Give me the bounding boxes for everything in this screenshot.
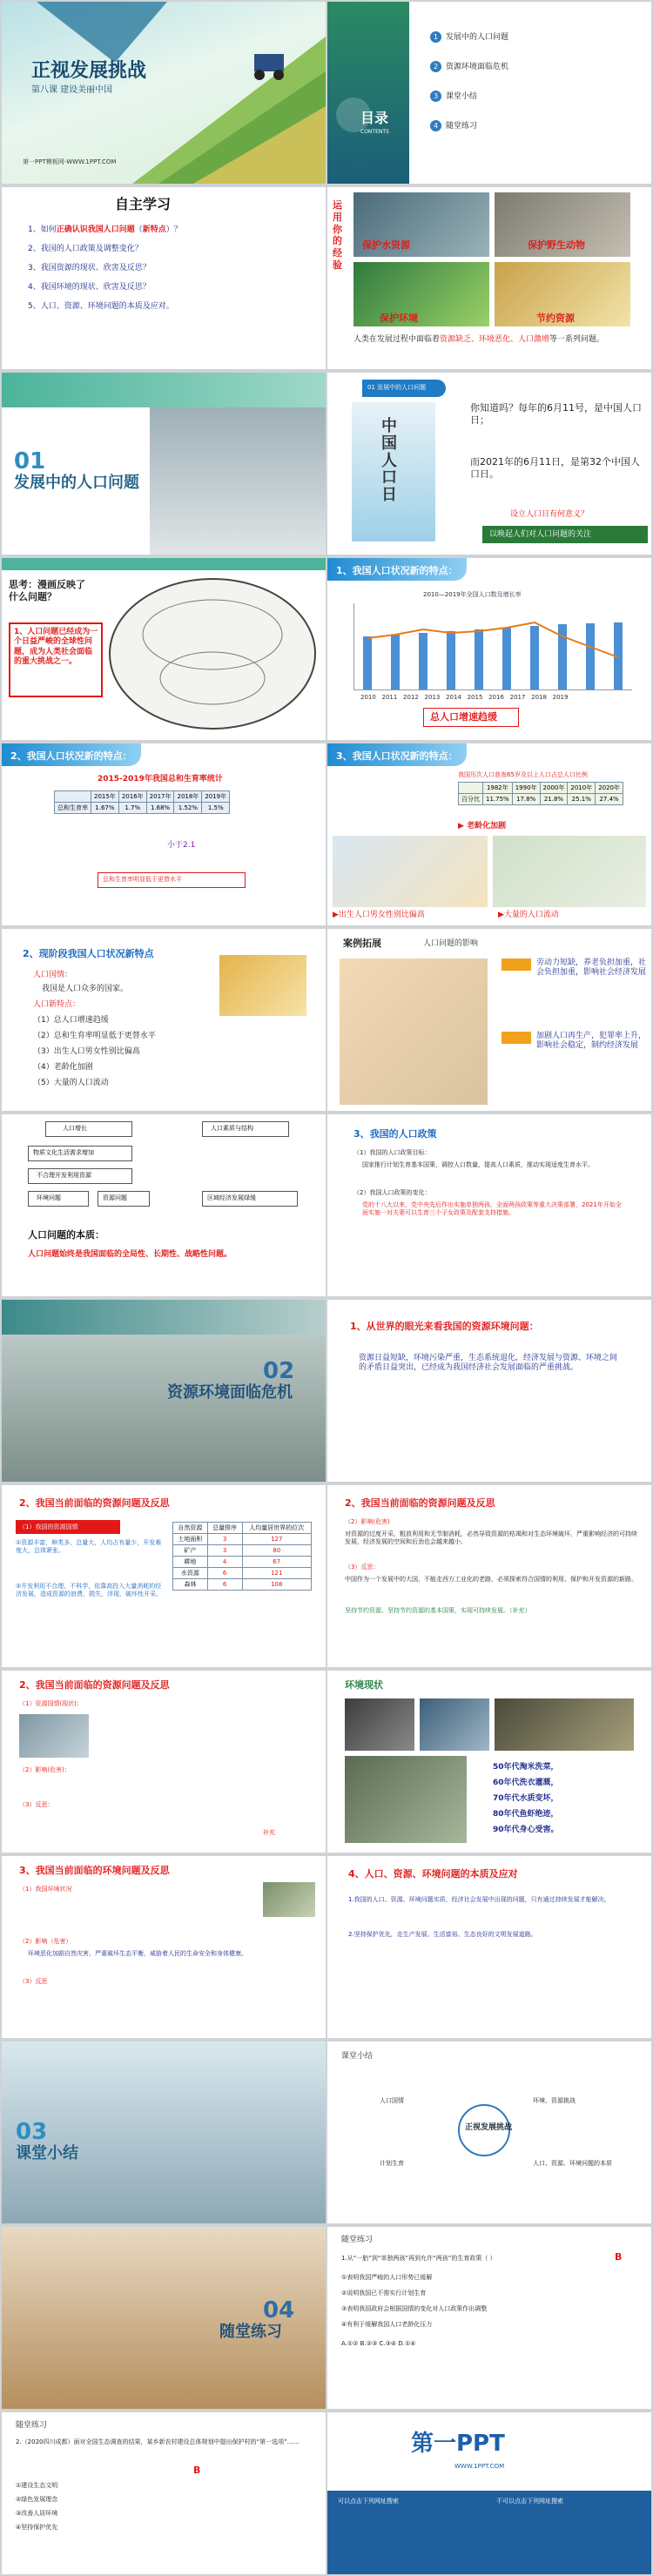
impact-1: 劳动力短缺，养老负担加重，社会负担加重，影响社会经济发展: [536, 958, 647, 978]
policy-goal-label: （1）我国的人口政策目标：: [353, 1149, 431, 1156]
feature-item: （3）出生人口男女性别比偏高: [33, 1047, 140, 1056]
link-heading-left: 可以点击下列网址搜索: [338, 2498, 399, 2505]
tree-photo: [353, 262, 489, 326]
mindmap-node: 计划生育: [380, 2160, 404, 2167]
slide-population-chart: [327, 558, 651, 740]
population-day-note: 你知道吗？每年的6月11号，是中国人口日；: [470, 402, 642, 426]
resources-subheading: （1）我国的资源国情: [19, 1523, 78, 1530]
slide-environment-status: [327, 1671, 651, 1853]
exercise-question: 1.从“一胎”到“单独两孩”再到允许“两孩”的生育政策（ ）: [341, 2255, 496, 2262]
think-question: 思考：漫画反映了什么问题？: [9, 579, 85, 602]
resources-heading: 2、我国当前面临的资源问题及反思: [19, 1497, 170, 1509]
mindmap-node: 人口、资源、环境问题的本质: [533, 2160, 612, 2167]
slide-exercise-1: [327, 2227, 651, 2409]
section-title: 资源环境面临危机: [167, 1383, 293, 1402]
flow-box: 不合理开发利用资源: [37, 1172, 91, 1179]
essence-heading: 4、人口、资源、环境问题的本质及应对: [348, 1868, 518, 1880]
review-label-1: （1）资源国情(现状)：: [19, 1700, 83, 1707]
gender-cartoon: [333, 836, 488, 907]
slide-section-02: [2, 1300, 326, 1482]
slide-ad: [327, 2412, 651, 2574]
fertility-title: 2015-2019年我国总和生育率统计: [98, 775, 223, 784]
contents-item[interactable]: 1 发展中的人口问题: [430, 31, 508, 43]
section-number: 03: [16, 2119, 48, 2145]
smog-photo: [345, 1698, 414, 1751]
link-heading-right: 不可以点击下列网址搜索: [496, 2498, 563, 2505]
contents-item[interactable]: 2 资源环境面临危机: [430, 61, 508, 72]
impact-text: 对资源的过度开采，粗放利用和无节制消耗，必然导致资源的枯竭和对生态环境破坏，严重影响经济的可持续发展，经济发展的空间和后劲也会越来越小。: [345, 1530, 637, 1545]
env-label-2: （2）影响（危害）: [19, 1938, 72, 1945]
national-situation-label: 人口国情：: [33, 971, 73, 979]
summary-heading: 2、现阶段我国人口状况新特点: [23, 948, 154, 959]
new-features-label: 人口新特点：: [33, 1000, 81, 1009]
population-day-count: 而2021年的6月11日，是第32个中国人口日。: [470, 456, 640, 480]
brand-site[interactable]: WWW.1PPT.COM: [454, 2463, 505, 2470]
overpopulation-cartoon: [106, 574, 319, 734]
feature-item: （1）总人口增速趋缓: [33, 1016, 109, 1025]
exercise-option: ①建设生态文明: [16, 2482, 58, 2489]
case-cartoon: [340, 958, 488, 1105]
river-photo: [345, 1756, 467, 1843]
slide-case: [327, 929, 651, 1111]
fertility-conclusion: 总和生育率明显低于更替水平: [103, 876, 182, 883]
feature-item: （4）老龄化加剧: [33, 1063, 93, 1072]
aging-label: ▶ 老龄化加剧: [458, 822, 507, 831]
cartoon-answer: 1、人口问题已经成为一个日益严峻的全球性问题，成为人类社会面临的重大挑战之一。: [14, 628, 98, 666]
population-bar-chart: [353, 603, 632, 690]
env-photo: [263, 1882, 315, 1917]
chart-conclusion: 总人口增速趋缓: [430, 711, 497, 723]
question-1: 1、如何正确认识我国人口问题（新特点）？: [28, 225, 182, 234]
environment-heading: 3、我国当前面临的环境问题及反思: [19, 1865, 170, 1876]
brand-logo: 第一PPT: [411, 2431, 505, 2457]
exercise-question: 2.（2020四川成都）面对全国生态调查的结果，某乡新农村建设总体规划中提出保护村的“第一选项”……: [16, 2438, 300, 2445]
slide-header: 3、我国人口状况新的特点：: [327, 743, 467, 766]
impact-2: 加剧人口再生产，犯罪率上升，影响社会稳定，制约经济发展: [536, 1032, 647, 1051]
review-label-3: （3）反思：: [19, 1801, 54, 1808]
slide-population-summary: [2, 929, 326, 1111]
policy-change: 党的十八大以来，党中央先后作出实施单独两孩、全面两孩政策等重大决策部署，2021年开始全面实施一对夫妻可以生育三个子女政策及配套支持措施。: [362, 1201, 622, 1216]
slide-flowchart: [2, 1114, 326, 1296]
slide-section-04: [2, 2227, 326, 2409]
slide-contents: [327, 2, 651, 184]
mindmap-tag: 课堂小结: [341, 2052, 374, 2061]
question-3: 3、我国资源的现状、欣害及反思？: [28, 264, 151, 272]
exercise-option: ④有利于缓解我国人口老龄化压力: [341, 2321, 433, 2328]
aging-caption: 我国历次人口普查65岁及以上人口占总人口比例: [458, 771, 588, 778]
mindmap-center: 正视发展挑战: [465, 2123, 513, 2132]
slide-cartoon: [2, 558, 326, 740]
policy-change-label: （2）我国人口政策的变化：: [353, 1189, 431, 1196]
flow-box: 环境问题: [37, 1194, 61, 1201]
flow-box: 人口增长: [63, 1125, 87, 1132]
slide-essence: [327, 1856, 651, 2038]
exercise-choices: A.①② B.②③ C.③④ D.①④: [341, 2340, 416, 2347]
caption-save-resources: 节约资源: [536, 313, 575, 324]
poster-text: 中国人口日: [381, 417, 397, 505]
contents-item[interactable]: 3 课堂小结: [430, 91, 477, 102]
world-heading: 1、从世界的眼光来看我国的资源环境问题：: [350, 1321, 539, 1332]
environment-line: 60年代洗衣灌溉，: [493, 1779, 559, 1787]
essence-point-1: 1.我国的人口、资源、环境问题实质，经济社会发展中出现的问题，只有通过持续发展才能解决。: [348, 1896, 610, 1903]
contents-label-en: CONTENTS: [360, 129, 389, 135]
slide-population-day: [327, 373, 651, 555]
exercise-option: ③表明我国政府会根据国情的变化对人口政策作出调整: [341, 2305, 488, 2312]
slide-section-01: [2, 373, 326, 555]
flow-box: 资源问题: [103, 1194, 127, 1201]
question-5: 5、人口、资源、环境问题的本质及应对。: [28, 302, 174, 311]
environment-line: 70年代水质变坏，: [493, 1794, 559, 1803]
migration-label: ▶大量的人口流动: [498, 911, 559, 919]
section-number: 02: [263, 1358, 295, 1384]
sex-ratio-label: ▶出生人口男女性别比偏高: [333, 911, 425, 919]
section-title: 随堂练习: [219, 2323, 282, 2341]
exercise-option: ①表明我国严峻的人口形势已缓解: [341, 2274, 433, 2281]
review-photo: [19, 1714, 89, 1758]
pollution-photo: [495, 1698, 634, 1751]
question-2: 2、我国的人口政策及调整变化？: [28, 245, 143, 253]
contents-item[interactable]: 4 随堂练习: [430, 120, 477, 131]
slide-self-study: [2, 187, 326, 369]
exercise-answer: B: [615, 2251, 623, 2263]
slide-world-view: [327, 1300, 651, 1482]
population-day-question: 设立人口日有何意义？: [510, 510, 589, 519]
national-situation: 我国是人口众多的国家。: [42, 985, 129, 993]
slide-environment-reflection: [2, 1856, 326, 2038]
case-subtitle: 人口问题的影响: [423, 939, 479, 948]
slide-cover: [2, 2, 326, 184]
resources-heading: 2、我国当前面临的资源问题及反思: [345, 1497, 495, 1509]
env-label-3: （3）反思: [19, 1978, 48, 1985]
resources-table: 自然资源 总量排序 人均量居世界的位次 土地面积 3 127 矿产 3 80 耕地 4 67 水资源 6 121 森林 6 108: [172, 1522, 312, 1591]
essence-heading: 人口问题的本质：: [28, 1229, 104, 1241]
experience-summary: 人类在发展过程中面临着资源缺乏、环境恶化、人口激增等一系列问题。: [353, 335, 605, 344]
env-label-1: （1）我国环境状况: [19, 1886, 72, 1893]
environment-line: 50年代淘米洗菜，: [493, 1763, 559, 1772]
reflection-label: （3）反思：: [345, 1564, 380, 1570]
flow-box: 物质文化生活需求增加: [33, 1149, 94, 1156]
caption-environment: 保护环境: [380, 313, 418, 324]
population-day-answer: 以唤起人们对人口问题的关注: [489, 530, 592, 539]
slide-experience: [327, 187, 651, 369]
environment-line: 80年代鱼虾绝迹，: [493, 1810, 559, 1819]
exercise-option: ④坚持保护优先: [16, 2524, 58, 2531]
mountain-photo: [2, 2041, 326, 2223]
slide-header: 2、我国人口状况新的特点：: [2, 743, 141, 766]
section-title: 发展中的人口问题: [14, 474, 139, 492]
slide-header: 1、我国人口状况新的特点：: [327, 558, 467, 581]
env-impact: 环境恶化加剧自然灾害，严重破坏生态平衡，威胁着人民的生命安全和身体健康。: [28, 1950, 247, 1957]
section-title: 课堂小结: [16, 2144, 78, 2162]
section-number: 04: [263, 2297, 295, 2324]
mountain-photo: [150, 407, 326, 555]
exercise-tag: 随堂练习: [16, 2421, 48, 2430]
chart-title: 2010—2019年全国人口数及增长率: [423, 591, 522, 598]
flow-box: 区域经济发展绿缓: [207, 1194, 256, 1201]
slide-resources-review: [2, 1671, 326, 1853]
reflection-supplement: 坚持节约资源，坚持节约资源的基本国策，实现可持续发展。（补充）: [345, 1607, 531, 1614]
slide-resources-impact: [327, 1485, 651, 1667]
contents-label: 目录: [360, 110, 389, 126]
feature-item: （2）总和生育率明显低于更替水平: [33, 1032, 156, 1040]
chart-x-tick: 2010 2011 2012 2013 2014 2015 2016 2017 2018 2019: [360, 694, 569, 701]
fertility-threshold: 小于2.1: [167, 841, 196, 850]
review-label-2: （2）影响(危害)：: [19, 1766, 71, 1773]
caption-water: 保护水资源: [362, 239, 410, 251]
migration-cartoon: [493, 836, 646, 907]
policy-heading: 3、我国的人口政策: [353, 1128, 437, 1140]
slide-population-policy: [327, 1114, 651, 1296]
mindmap-node: 环境、资源挑战: [533, 2097, 576, 2104]
essence-text: 人口问题始终是我国面临的全局性、长期性、战略性问题。: [28, 1250, 232, 1259]
slide-mindmap: [327, 2041, 651, 2223]
case-title: 案例拓展: [343, 938, 381, 949]
caption-wildlife: 保护野生动物: [528, 239, 585, 251]
case-illustration: [219, 955, 306, 1016]
resources-heading: 2、我国当前面临的资源问题及反思: [19, 1679, 170, 1691]
world-text: 资源日益短缺，环境污染严重，生态系统退化，经济发展与资源、环境之间的矛盾日益突出，已经成为我国经济社会发展面临的严重挑战。: [359, 1354, 618, 1373]
fertility-table: 2015年 2016年 2017年 2018年 2019年 总和生育率 1.67% 1.7% 1.68% 1.52% 1.5%: [54, 790, 230, 814]
flow-box: 人口素质与结构: [211, 1125, 253, 1132]
slide-exercise-2: [2, 2412, 326, 2574]
exercise-answer: B: [193, 2465, 201, 2476]
slide-section-03: [2, 2041, 326, 2223]
exercise-option: ③改善人居环境: [16, 2510, 58, 2517]
cover-subtitle: 第八课 建设美丽中国: [31, 85, 113, 95]
slide-aging: [327, 743, 651, 925]
environment-line: 90年代身心受害。: [493, 1826, 559, 1834]
slide-resources: [2, 1485, 326, 1667]
essence-point-2: 2.坚持保护优先，走生产发展、生活富裕、生态良好的文明发展道路。: [348, 1931, 537, 1938]
section-tag: 01 发展中的人口问题: [367, 384, 427, 391]
self-study-title: 自主学习: [115, 196, 172, 212]
reflection-text: 中国作为一个发展中的大国，不能走西方工业化的老路，必须探索符合国情的利用、保护和开发资源的新路。: [345, 1576, 637, 1583]
slide-fertility: [2, 743, 326, 925]
mask-photo: [420, 1698, 489, 1751]
exercise-option: ②绿色发展理念: [16, 2496, 58, 2503]
exercise-tag: 随堂练习: [341, 2236, 374, 2244]
resources-point-b: ②开发利用不合理，不科学，依靠高投入大量消耗的经济发展，造成资源的浪费，损失，浮现，破坏性开采。: [16, 1583, 162, 1597]
aging-table: 1982年 1990年 2000年 2010年 2020年 百分比 11.75% 17.8% 21.8% 25.1% 27.4%: [458, 782, 623, 805]
section-number: 01: [14, 448, 46, 474]
cover-title: 正视发展挑战: [31, 60, 147, 82]
mindmap-node: 人口国情: [380, 2097, 404, 2104]
exercise-option: ②说明我国已不需实行计划生育: [341, 2290, 427, 2297]
vertical-heading: 运用你的经验: [333, 199, 342, 271]
feature-item: （5）大量的人口流动: [33, 1079, 109, 1087]
environment-title: 环境现状: [345, 1679, 383, 1691]
supplement-tag: 补充: [263, 1829, 275, 1836]
resources-point-a: ①资源丰富，种类多，总量大，人均占有量少，开发难度大，总体紧张。: [16, 1539, 162, 1554]
cover-footer: 第一PPT模板网-WWW.1PPT.COM: [23, 158, 117, 165]
impact-label: （2）影响(危害): [345, 1518, 390, 1525]
question-4: 4、我国环境的现状、欣害及反思？: [28, 283, 151, 292]
policy-goal: 国家推行计划生育基本国策，调控人口数量，提高人口素质，推动实现适度生育水平。: [362, 1161, 594, 1168]
